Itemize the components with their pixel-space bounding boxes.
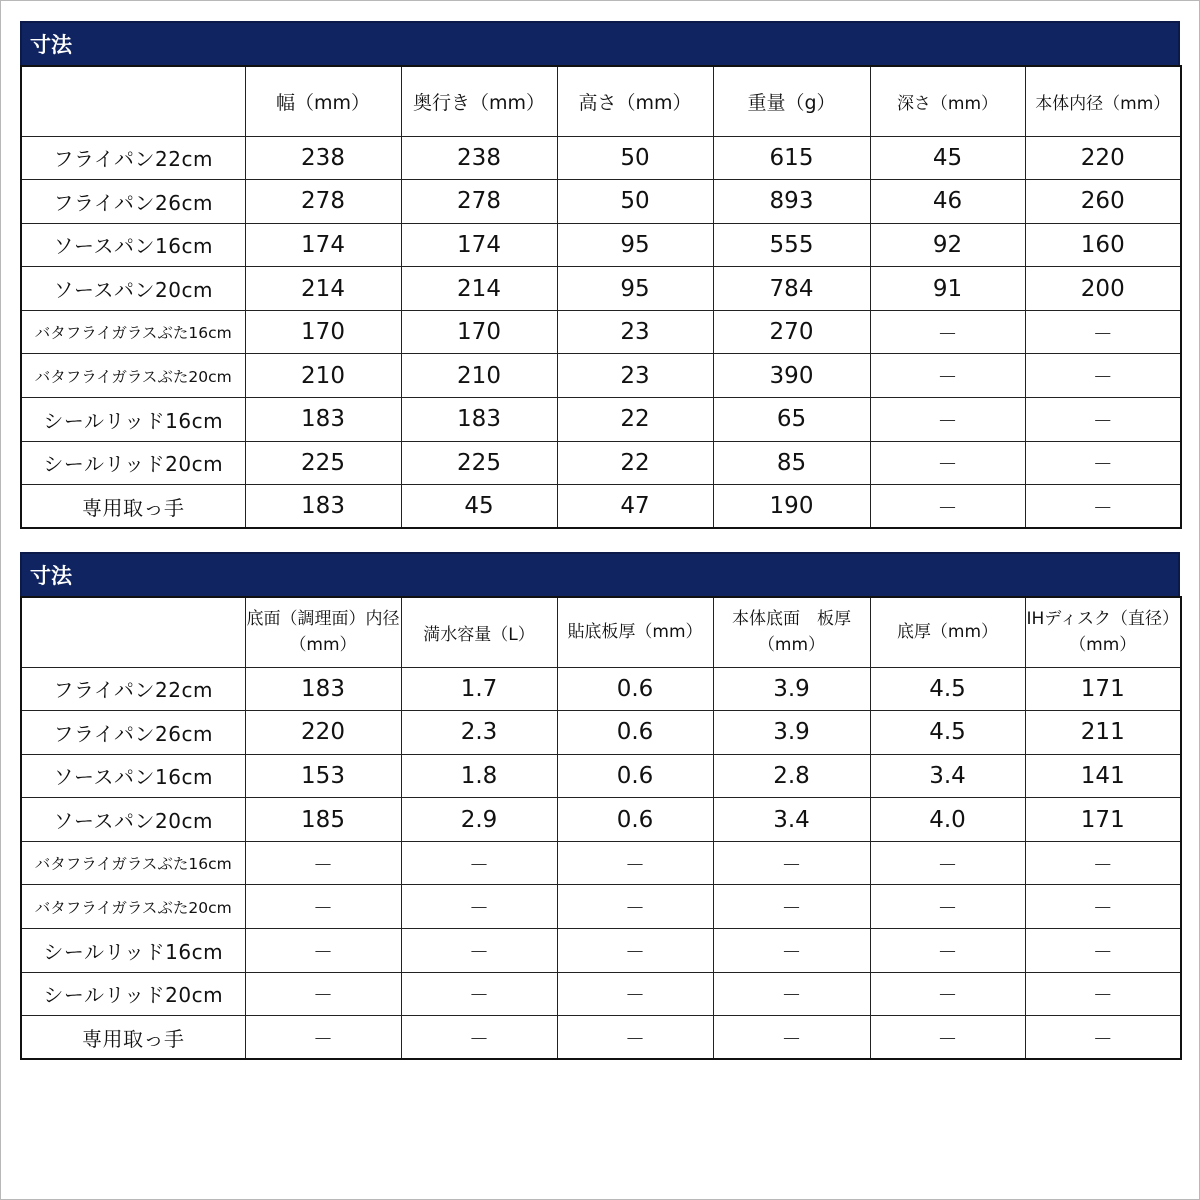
table-body <box>21 136 1181 528</box>
value-cell: 183 <box>245 667 401 711</box>
value-cell: － <box>401 841 557 885</box>
value-cell: － <box>870 972 1025 1016</box>
header-cell-product <box>21 597 245 667</box>
value-cell: － <box>713 1016 870 1060</box>
table-title: 寸法 <box>20 21 1180 65</box>
value-cell: － <box>245 885 401 929</box>
product-name-cell: フライパン26cm <box>21 180 245 224</box>
value-cell: 183 <box>401 398 557 442</box>
value-cell: 23 <box>557 310 713 354</box>
value-cell: － <box>557 972 713 1016</box>
value-cell: 4.0 <box>870 798 1025 842</box>
product-name-cell: シールリッド20cm <box>21 441 245 485</box>
table-row <box>21 441 1181 485</box>
value-cell: － <box>1025 972 1181 1016</box>
table-row <box>21 485 1181 529</box>
product-name-cell: ソースパン20cm <box>21 267 245 311</box>
value-cell: － <box>557 929 713 973</box>
value-cell: － <box>713 972 870 1016</box>
value-cell: 2.9 <box>401 798 557 842</box>
value-cell: 160 <box>1025 223 1181 267</box>
product-name-cell: バタフライガラスぶた16cm <box>21 310 245 354</box>
table-row <box>21 223 1181 267</box>
table-row <box>21 398 1181 442</box>
value-cell: 95 <box>557 223 713 267</box>
value-cell: － <box>1025 485 1181 529</box>
product-name-cell: バタフライガラスぶた20cm <box>21 885 245 929</box>
value-cell: 260 <box>1025 180 1181 224</box>
dimensions-table <box>20 65 1182 529</box>
table-body <box>21 667 1181 1059</box>
value-cell: － <box>713 929 870 973</box>
value-cell: － <box>870 310 1025 354</box>
table-row <box>21 929 1181 973</box>
value-cell: 555 <box>713 223 870 267</box>
value-cell: － <box>245 929 401 973</box>
value-cell: 3.9 <box>713 667 870 711</box>
value-cell: － <box>1025 885 1181 929</box>
value-cell: 46 <box>870 180 1025 224</box>
value-cell: 784 <box>713 267 870 311</box>
value-cell: － <box>870 1016 1025 1060</box>
value-cell: － <box>870 929 1025 973</box>
value-cell: 185 <box>245 798 401 842</box>
value-cell: 211 <box>1025 711 1181 755</box>
value-cell: － <box>1025 841 1181 885</box>
value-cell: 153 <box>245 754 401 798</box>
value-cell: － <box>401 1016 557 1060</box>
value-cell: 85 <box>713 441 870 485</box>
value-cell: － <box>557 1016 713 1060</box>
value-cell: 171 <box>1025 798 1181 842</box>
header-row <box>21 66 1181 136</box>
value-cell: － <box>870 885 1025 929</box>
value-cell: 225 <box>245 441 401 485</box>
value-cell: 141 <box>1025 754 1181 798</box>
value-cell: 270 <box>713 310 870 354</box>
table-row <box>21 754 1181 798</box>
value-cell: 174 <box>401 223 557 267</box>
value-cell: 50 <box>557 180 713 224</box>
value-cell: 22 <box>557 398 713 442</box>
value-cell: － <box>713 885 870 929</box>
value-cell: 0.6 <box>557 754 713 798</box>
value-cell: － <box>557 841 713 885</box>
table-row <box>21 1016 1181 1060</box>
header-cell-depth: 奥行き（mm） <box>401 66 557 136</box>
value-cell: 3.4 <box>713 798 870 842</box>
table-row <box>21 841 1181 885</box>
value-cell: 91 <box>870 267 1025 311</box>
product-name-cell: フライパン22cm <box>21 136 245 180</box>
value-cell: 50 <box>557 136 713 180</box>
product-name-cell: ソースパン20cm <box>21 798 245 842</box>
table-row <box>21 267 1181 311</box>
value-cell: － <box>245 1016 401 1060</box>
header-row <box>21 597 1181 667</box>
value-cell: － <box>1025 310 1181 354</box>
product-name-cell: 専用取っ手 <box>21 485 245 529</box>
dimensions-table-block-2 <box>20 552 1180 1060</box>
product-name-cell: シールリッド16cm <box>21 929 245 973</box>
value-cell: 45 <box>870 136 1025 180</box>
value-cell: － <box>401 972 557 1016</box>
header-cell-base-plate-thickness: 貼底板厚（mm） <box>557 597 713 667</box>
value-cell: 4.5 <box>870 667 1025 711</box>
value-cell: 214 <box>401 267 557 311</box>
table-row <box>21 667 1181 711</box>
value-cell: 0.6 <box>557 667 713 711</box>
value-cell: － <box>401 929 557 973</box>
value-cell: 2.8 <box>713 754 870 798</box>
value-cell: 47 <box>557 485 713 529</box>
value-cell: 214 <box>245 267 401 311</box>
value-cell: 3.9 <box>713 711 870 755</box>
table-row <box>21 310 1181 354</box>
product-name-cell: バタフライガラスぶた20cm <box>21 354 245 398</box>
product-name-cell: フライパン26cm <box>21 711 245 755</box>
header-cell-height: 高さ（mm） <box>557 66 713 136</box>
value-cell: 95 <box>557 267 713 311</box>
table-row <box>21 711 1181 755</box>
value-cell: 615 <box>713 136 870 180</box>
header-cell-body-bottom-thickness: 本体底面 板厚（mm） <box>713 597 870 667</box>
value-cell: 170 <box>245 310 401 354</box>
value-cell: 278 <box>245 180 401 224</box>
value-cell: 4.5 <box>870 711 1025 755</box>
value-cell: 65 <box>713 398 870 442</box>
value-cell: 1.7 <box>401 667 557 711</box>
value-cell: 183 <box>245 398 401 442</box>
product-name-cell: 専用取っ手 <box>21 1016 245 1060</box>
value-cell: － <box>1025 441 1181 485</box>
value-cell: 278 <box>401 180 557 224</box>
value-cell: － <box>245 972 401 1016</box>
header-cell-product <box>21 66 245 136</box>
table-title: 寸法 <box>20 552 1180 596</box>
header-cell-capacity: 満水容量（L） <box>401 597 557 667</box>
value-cell: － <box>557 885 713 929</box>
product-name-cell: バタフライガラスぶた16cm <box>21 841 245 885</box>
product-name-cell: フライパン22cm <box>21 667 245 711</box>
header-cell-bottom-thickness: 底厚（mm） <box>870 597 1025 667</box>
value-cell: － <box>1025 1016 1181 1060</box>
value-cell: － <box>870 398 1025 442</box>
value-cell: － <box>1025 929 1181 973</box>
table-row <box>21 354 1181 398</box>
value-cell: 1.8 <box>401 754 557 798</box>
header-cell-width: 幅（mm） <box>245 66 401 136</box>
table-row <box>21 798 1181 842</box>
value-cell: － <box>870 441 1025 485</box>
value-cell: 238 <box>245 136 401 180</box>
value-cell: 23 <box>557 354 713 398</box>
value-cell: － <box>870 485 1025 529</box>
value-cell: 220 <box>1025 136 1181 180</box>
value-cell: 171 <box>1025 667 1181 711</box>
value-cell: 3.4 <box>870 754 1025 798</box>
value-cell: － <box>1025 354 1181 398</box>
header-cell-weight: 重量（g） <box>713 66 870 136</box>
value-cell: － <box>713 841 870 885</box>
value-cell: 893 <box>713 180 870 224</box>
table-row <box>21 972 1181 1016</box>
value-cell: － <box>870 354 1025 398</box>
value-cell: 2.3 <box>401 711 557 755</box>
value-cell: 22 <box>557 441 713 485</box>
value-cell: － <box>870 841 1025 885</box>
value-cell: 220 <box>245 711 401 755</box>
value-cell: 170 <box>401 310 557 354</box>
value-cell: 45 <box>401 485 557 529</box>
header-cell-bottom-inner-diameter: 底面（調理面）内径（mm） <box>245 597 401 667</box>
table-row <box>21 180 1181 224</box>
value-cell: － <box>401 885 557 929</box>
value-cell: 190 <box>713 485 870 529</box>
header-cell-inner-diameter: 本体内径（mm） <box>1025 66 1181 136</box>
value-cell: 390 <box>713 354 870 398</box>
value-cell: － <box>245 841 401 885</box>
header-cell-ih-disc-diameter: IHディスク（直径）（mm） <box>1025 597 1181 667</box>
value-cell: － <box>1025 398 1181 442</box>
value-cell: 225 <box>401 441 557 485</box>
bottom-specs-table <box>20 596 1182 1060</box>
product-name-cell: ソースパン16cm <box>21 223 245 267</box>
value-cell: 0.6 <box>557 798 713 842</box>
product-name-cell: シールリッド16cm <box>21 398 245 442</box>
value-cell: 174 <box>245 223 401 267</box>
header-cell-inner-depth: 深さ（mm） <box>870 66 1025 136</box>
table-row <box>21 136 1181 180</box>
value-cell: 200 <box>1025 267 1181 311</box>
table-row <box>21 885 1181 929</box>
dimensions-table-block-1 <box>20 21 1180 529</box>
value-cell: 0.6 <box>557 711 713 755</box>
product-name-cell: ソースパン16cm <box>21 754 245 798</box>
value-cell: 210 <box>401 354 557 398</box>
value-cell: 183 <box>245 485 401 529</box>
product-name-cell: シールリッド20cm <box>21 972 245 1016</box>
value-cell: 210 <box>245 354 401 398</box>
value-cell: 92 <box>870 223 1025 267</box>
value-cell: 238 <box>401 136 557 180</box>
